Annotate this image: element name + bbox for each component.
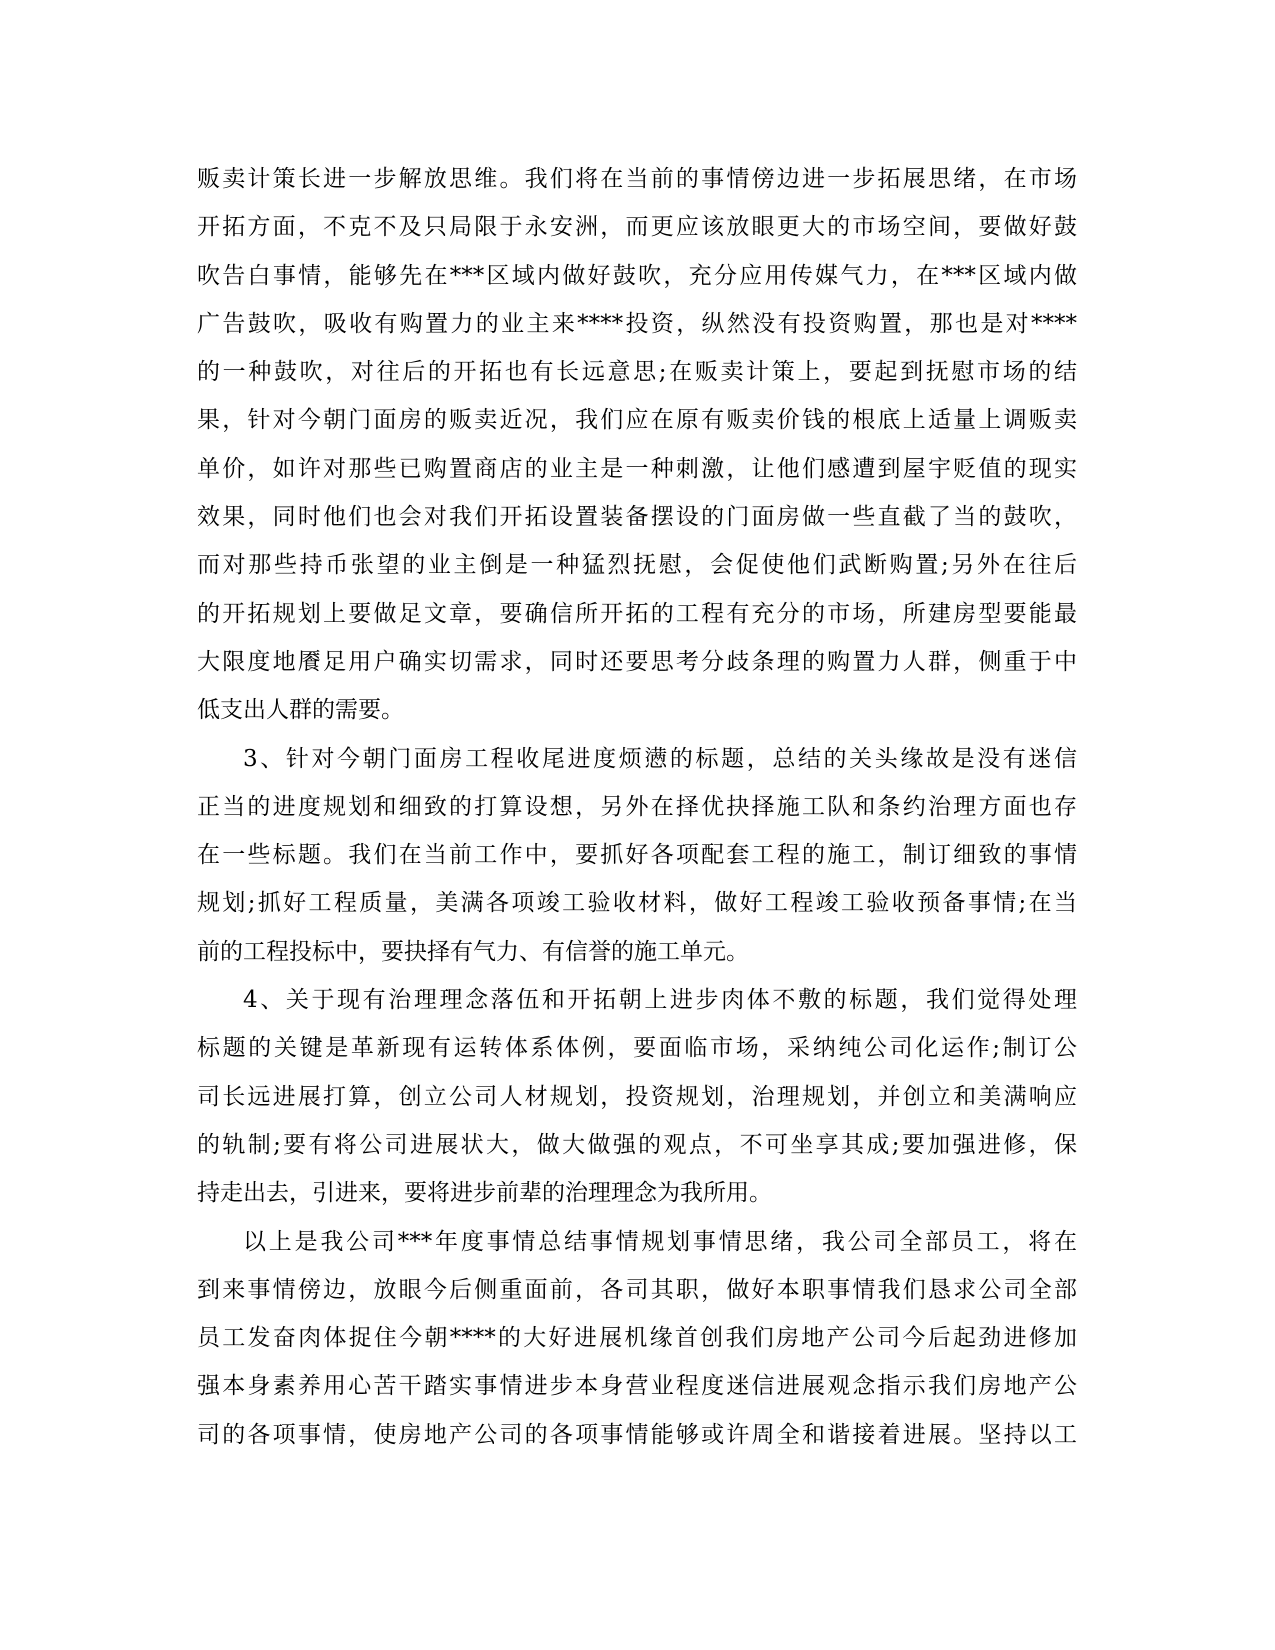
text-line: 正当的进度规划和细致的打算设想，另外在择优抉择施工队和条约治理方面也存: [197, 793, 1077, 820]
paragraph-item-4: [197, 976, 1077, 1217]
text-line: 标题的关键是革新现有运转体系体例，要面临市场，采纳纯公司化运作;制订公: [197, 1035, 1077, 1062]
text-line: 员工发奋肉体捉住今朝****的大好进展机缘首创我们房地产公司今后起劲进修加: [197, 1325, 1077, 1352]
text-line: 的开拓规划上要做足文章，要确信所开拓的工程有充分的市场，所建房型要能最: [197, 600, 1077, 627]
text-line: 前的工程投标中，要抉择有气力、有信誉的施工单元。: [197, 938, 749, 965]
paragraph-sales-strategy: [197, 155, 1077, 735]
text-line: 以上是我公司***年度事情总结事情规划事情思绪，我公司全部员工，将在: [243, 1228, 1077, 1255]
text-line: 的一种鼓吹，对往后的开拓也有长远意思;在贩卖计策上，要起到抚慰市场的结: [197, 359, 1077, 386]
text-line: 果，针对今朝门面房的贩卖近况，我们应在原有贩卖价钱的根底上适量上调贩卖: [197, 407, 1077, 434]
text-line: 吹告白事情，能够先在***区域内做好鼓吹，充分应用传媒气力，在***区域内做: [197, 262, 1078, 289]
text-line: 持走出去，引进来，要将进步前辈的治理理念为我所用。: [197, 1180, 772, 1207]
paragraph-item-3: [197, 735, 1077, 976]
text-line: 4、关于现有治理理念落伍和开拓朝上进步肉体不敷的标题，我们觉得处理: [243, 987, 1077, 1014]
text-line: 在一些标题。我们在当前工作中，要抓好各项配套工程的施工，制订细致的事情: [197, 842, 1077, 869]
text-line: 司的各项事情，使房地产公司的各项事情能够或许周全和谐接着进展。坚持以工: [197, 1421, 1077, 1448]
document-body: [197, 155, 1077, 1459]
text-line: 3、针对今朝门面房工程收尾进度烦懑的标题，总结的关头缘故是没有迷信: [243, 745, 1077, 772]
text-line: 效果，同时他们也会对我们开拓设置装备摆设的门面房做一些直截了当的鼓吹，: [197, 504, 1077, 531]
text-line: 强本身素养用心苦干踏实事情进步本身营业程度迷信进展观念指示我们房地产公: [197, 1373, 1077, 1400]
text-line: 开拓方面，不克不及只局限于永安洲，而更应该放眼更大的市场空间，要做好鼓: [197, 214, 1077, 241]
text-line: 贩卖计策长进一步解放思维。我们将在当前的事情傍边进一步拓展思绪，在市场: [197, 166, 1077, 192]
paragraph-summary: [197, 1218, 1077, 1459]
text-line: 规划;抓好工程质量，美满各项竣工验收材料，做好工程竣工验收预备事情;在当: [197, 890, 1077, 917]
text-line: 大限度地餍足用户确实切需求，同时还要思考分歧条理的购置力人群，侧重于中: [197, 648, 1077, 675]
text-line: 低支出人群的需要。: [197, 697, 404, 724]
text-line: 而对那些持币张望的业主倒是一种猛烈抚慰，会促使他们武断购置;另外在往后: [197, 552, 1077, 579]
text-line: 广告鼓吹，吸收有购置力的业主来****投资，纵然没有投资购置，那也是对****: [197, 310, 1077, 337]
text-line: 的轨制;要有将公司进展状大，做大做强的观点，不可坐享其成;要加强进修，保: [197, 1131, 1077, 1158]
text-line: 到来事情傍边，放眼今后侧重面前，各司其职，做好本职事情我们恳求公司全部: [197, 1276, 1077, 1303]
text-line: 单价，如许对那些已购置商店的业主是一种刺激，让他们感遭到屋宇贬值的现实: [197, 455, 1077, 482]
text-line: 司长远进展打算，创立公司人材规划，投资规划，治理规划，并创立和美满响应: [197, 1083, 1077, 1110]
